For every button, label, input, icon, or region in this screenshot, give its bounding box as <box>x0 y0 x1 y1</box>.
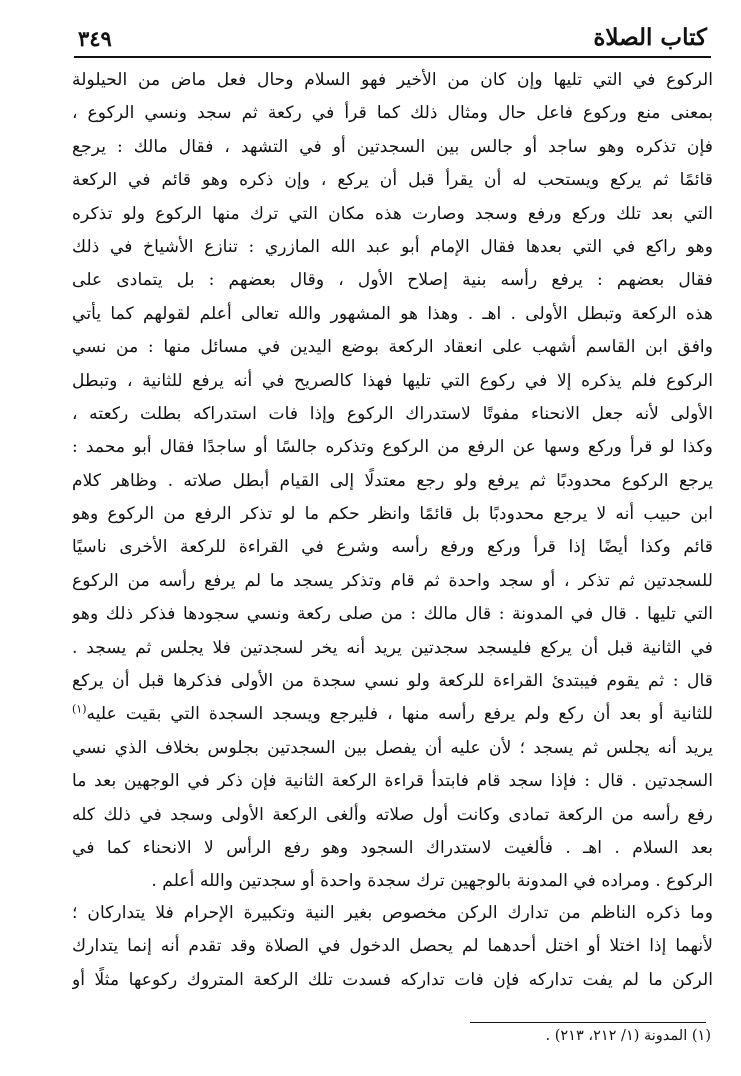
text-line: قائمًا ثم يركع ويستحب له أن يقرأ قبل أن يركع ، وإن ذكره وهو قائم في الركعة <box>72 170 713 191</box>
text-line: قائم وكذا أيضًا إذا قرأ وركع ورفع رأسه وشرع في القراءة للركعة الأخرى ناسيًا <box>72 537 713 558</box>
text-line: يرجع الركوع محدودبًا ثم يرفع ولو رجع معتدلًا إلى القيام أبطل صلاته . وظاهر كلام <box>72 470 713 491</box>
text-line: قال : ثم يقوم فيبتدئ القراءة للركعة ولو نسي سجدة من الأولى فذكرها قبل أن يركع <box>72 671 713 692</box>
second-paragraph <box>72 897 713 997</box>
text-line: في الثانية قبل أن يركع فليسجد سجدتين يريد أنه يخر لسجدتين فلا يجلس ثم يسجد . <box>72 637 713 658</box>
text-line: الركوع . ومراده في المدونة بالوجهين ترك سجدة واحدة أو سجدتين والله أعلم . <box>151 871 713 892</box>
running-title: كتاب الصلاة <box>593 24 707 51</box>
text-line-with-footnote <box>72 698 713 731</box>
text-line: السجدتين . قال : فإذا سجد قام فابتدأ قراءة الركعة الثانية فإن ذكر في الوجهين بعد ما <box>72 771 713 792</box>
header-rule <box>74 56 711 58</box>
text-line: الركوع فلم يذكره إلا في ركوع التي تليها فهذا كالصريح في أنه يرفع للثانية ، وتبطل <box>72 370 713 391</box>
page-number: ٣٤٩ <box>78 26 112 51</box>
text-line: فإن تذكره وهو ساجد أو جالس بين السجدتين أو في التشهد ، فقال مالك : يرجع <box>72 136 713 157</box>
text-line: التي بعد تلك وركع ورفع وسجد وصارت هذه مكان التي ترك منها الركوع ولو تذكره <box>72 203 713 224</box>
text-line: يريد أنه يجلس ثم يسجد ؛ لأن عليه أن يفصل بين السجدتين بجلوس بخلاف الذي نسي <box>72 737 713 758</box>
text-line: وما ذكره الناظم من تدارك الركن مخصوص بغير النية وتكبيرة الإحرام فلا يتداركان ؛ <box>72 903 713 923</box>
text-line: بمعنى منع وركوع فاعل حال ومثال ذلك كما قرأ في ركعة ثم سجد ونسي الركوع ، <box>72 103 713 124</box>
text-line: وهو راكع في التي بعدها فقال الإمام أبو عبد الله المازري : تنازع الأشياخ في ذلك <box>72 236 713 257</box>
footnote-rule <box>470 1022 706 1023</box>
text-line: للسجدتين ثم تذكر ، أو سجد واحدة ثم قام وتذكر يسجد ما لم يرفع رأسه من الركوع <box>72 570 713 591</box>
text-line: بعد السلام . اهـ . فألغيت لاستدراك السجود وهو رفع الرأس لا الانحناء كما في <box>72 837 713 858</box>
text-line: الركن ما لم يفت تداركه فإن فات تداركه فسدت تلك الركعة المتروك ركوعها مثلًا أو <box>72 969 713 990</box>
text-line: الركوع في التي تليها وإن كان من الأخير فهو السلام وحال فعل ماض من الحيلولة <box>72 70 713 90</box>
footnote: (١) المدونة (١/ ٢١٢، ٢١٣) . <box>545 1028 711 1044</box>
text-line: التي تليها . قال في المدونة : قال مالك : من صلى ركعة ونسي سجودها فذكر ذلك وهو <box>72 604 713 625</box>
footnote-marker[interactable]: (١) <box>72 702 87 716</box>
page-header <box>74 22 711 58</box>
text-line: وافق ابن القاسم أشهب على انعقاد الركعة بوضع اليدين في مسائل منها : من نسي <box>72 337 713 358</box>
text-line: هذه الركعة وتبطل الأولى . اهـ . وهذا هو المشهور والله تعالى أعلم لقولهم كما يأتي <box>72 303 713 324</box>
text-line: فقال بعضهم : يرفع رأسه بنية إصلاح الأول ، وقال بعضهم : بل يتمادى على <box>72 270 713 291</box>
text-line: ابن حبيب أنه لا يرجع محدودبًا بل قائمًا وانظر حكم ما لو تذكر الرفع من الركوع وهو <box>72 504 713 525</box>
main-paragraph <box>72 64 713 899</box>
text-line: لأنهما إذا اختلا أو اختل أحدهما لم يحصل الدخول في الصلاة وقد تقدم أنه إنما يتدارك <box>72 936 713 957</box>
text-line: رفع رأسه من الركعة تمادى وكانت أول صلاته وألغى الركعة الأولى وسجد في ذلك كله <box>72 804 713 825</box>
text-line: الأولى لأنه جعل الانحناء مفوتًا لاستدراك الركوع وإذا فات استدراكه بطلت ركعته ، <box>72 403 713 424</box>
line-text: للثانية أو بعد أن ركع ولم يرفع رأسه منها ، فليرجع ويسجد السجدة التي بقيت عليه <box>86 704 713 725</box>
text-line: وكذا لو قرأ وركع وسها عن الرفع من الركوع وتذكره جالسًا أو ساجدًا فقال أبو محمد : <box>72 437 713 458</box>
